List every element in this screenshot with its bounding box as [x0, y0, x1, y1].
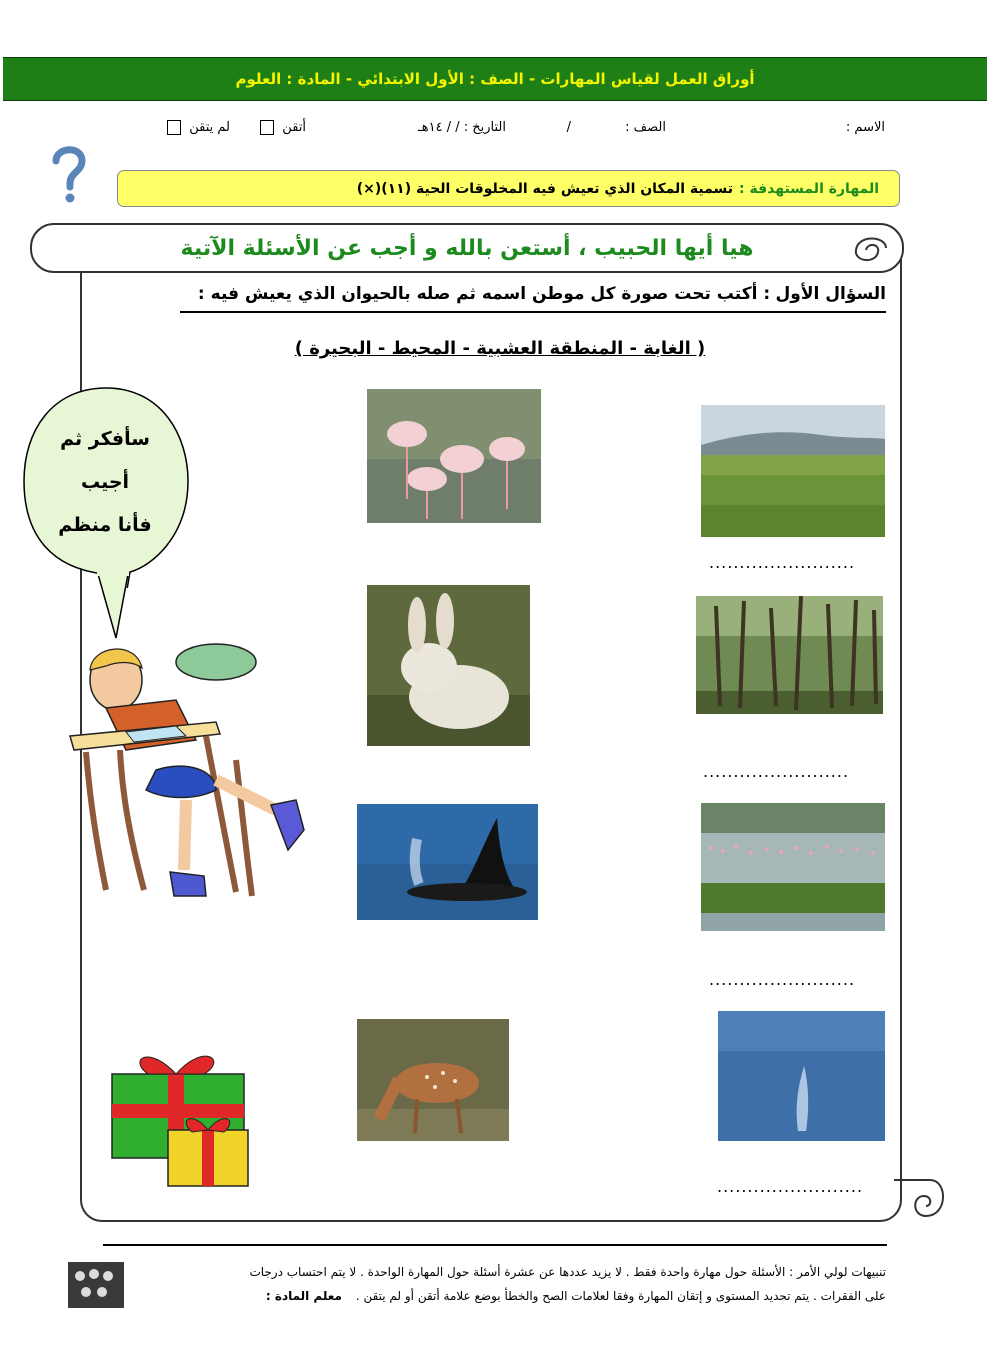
whale-image [357, 804, 538, 920]
whale-picture [357, 804, 538, 920]
rabbit-picture [367, 585, 530, 746]
teacher-label: معلم المادة : [265, 1289, 342, 1303]
skill-value: تسمية المكان الذي تعيش فيه المخلوقات الحية (١١)(×) [356, 180, 733, 197]
scroll-header [30, 223, 904, 273]
grassland-image [701, 405, 885, 537]
answer-choices: ( الغابة - المنطقة العشبية - المحيط - البحيرة ) [294, 338, 706, 359]
question-1-label: السؤال الأول [775, 284, 886, 304]
mastered-label: أتقن [282, 120, 306, 135]
grassland-picture [701, 405, 885, 537]
deer-picture [357, 1019, 509, 1141]
question-mark-icon [48, 143, 90, 205]
bubble-line-2: أجيب [80, 471, 130, 493]
answer-line-4[interactable]: ........................ [717, 1177, 864, 1196]
flamingo-image [367, 389, 541, 523]
footer-line-2-text: على الفقرات . يتم تحديد المستوى و إتقان المهارة وفقا لعلامات الصح والخطأ بوضع علامة أتقن أو لم يتقن . [355, 1289, 886, 1303]
title-banner [3, 57, 987, 101]
bubble-line-3: فأنا منظم [58, 514, 152, 536]
question-1 [198, 284, 886, 304]
not-mastered-checkbox[interactable] [167, 120, 181, 135]
speech-bubble-tail [94, 572, 134, 642]
rabbit-image [367, 585, 530, 746]
bubble-line-1: سأفكر ثم [60, 428, 150, 450]
name-label: الاسم : [845, 120, 885, 135]
footer-line-2 [266, 1289, 886, 1303]
banner-text: أوراق العمل لقياس المهارات - الصف : الأول الابتدائي - المادة : العلوم [235, 70, 755, 88]
lake-image [701, 803, 885, 931]
class-label: الصف : [625, 120, 666, 135]
answer-line-2[interactable]: ........................ [703, 762, 850, 781]
question-1-text: : أكتب تحت صورة كل موطن اسمه ثم صله بالحيوان الذي يعيش فيه : [197, 284, 771, 304]
footer-line-1: تنبيهات لولي الأمر : الأسئلة حول مهارة واحدة فقط . لا يزيد عددها عن عشرة أسئلة حول المهارة الواحدة . لا يتم احتساب درجات [249, 1265, 886, 1279]
lake-picture [701, 803, 885, 931]
speech-bubble-text [30, 418, 180, 547]
ocean-image [718, 1011, 885, 1141]
deer-image [357, 1019, 509, 1141]
flamingo-picture [367, 389, 541, 523]
scroll-title: هيا أيها الحبيب ، أستعن بالله و أجب عن الأسئلة الآتية [180, 235, 754, 261]
answer-line-3[interactable]: ........................ [709, 970, 856, 989]
target-skill-box [117, 170, 900, 207]
question-underline [180, 311, 886, 313]
forest-picture [696, 596, 883, 714]
date-label: التاريخ : [463, 120, 506, 135]
footer-logo-icon [68, 1262, 124, 1308]
answer-line-1[interactable]: ........................ [709, 553, 856, 572]
boy-at-desk-illustration [66, 640, 310, 924]
mastered-checkbox[interactable] [260, 120, 274, 135]
footer-separator [103, 1244, 887, 1246]
gift-boxes-icon [108, 1040, 256, 1190]
not-mastered-label: لم يتقن [189, 120, 231, 135]
ocean-picture [718, 1011, 885, 1141]
mastery-checkboxes [163, 120, 306, 135]
scroll-curl-bottom-icon [890, 1168, 952, 1224]
class-separator: / [566, 120, 572, 135]
scroll-curl-top-icon [848, 228, 890, 270]
class-field [567, 120, 666, 135]
forest-image [696, 596, 883, 714]
date-value: / / ١٤هـ [417, 120, 460, 135]
date-field [418, 120, 506, 135]
skill-label: المهارة المستهدفة : [739, 180, 879, 197]
